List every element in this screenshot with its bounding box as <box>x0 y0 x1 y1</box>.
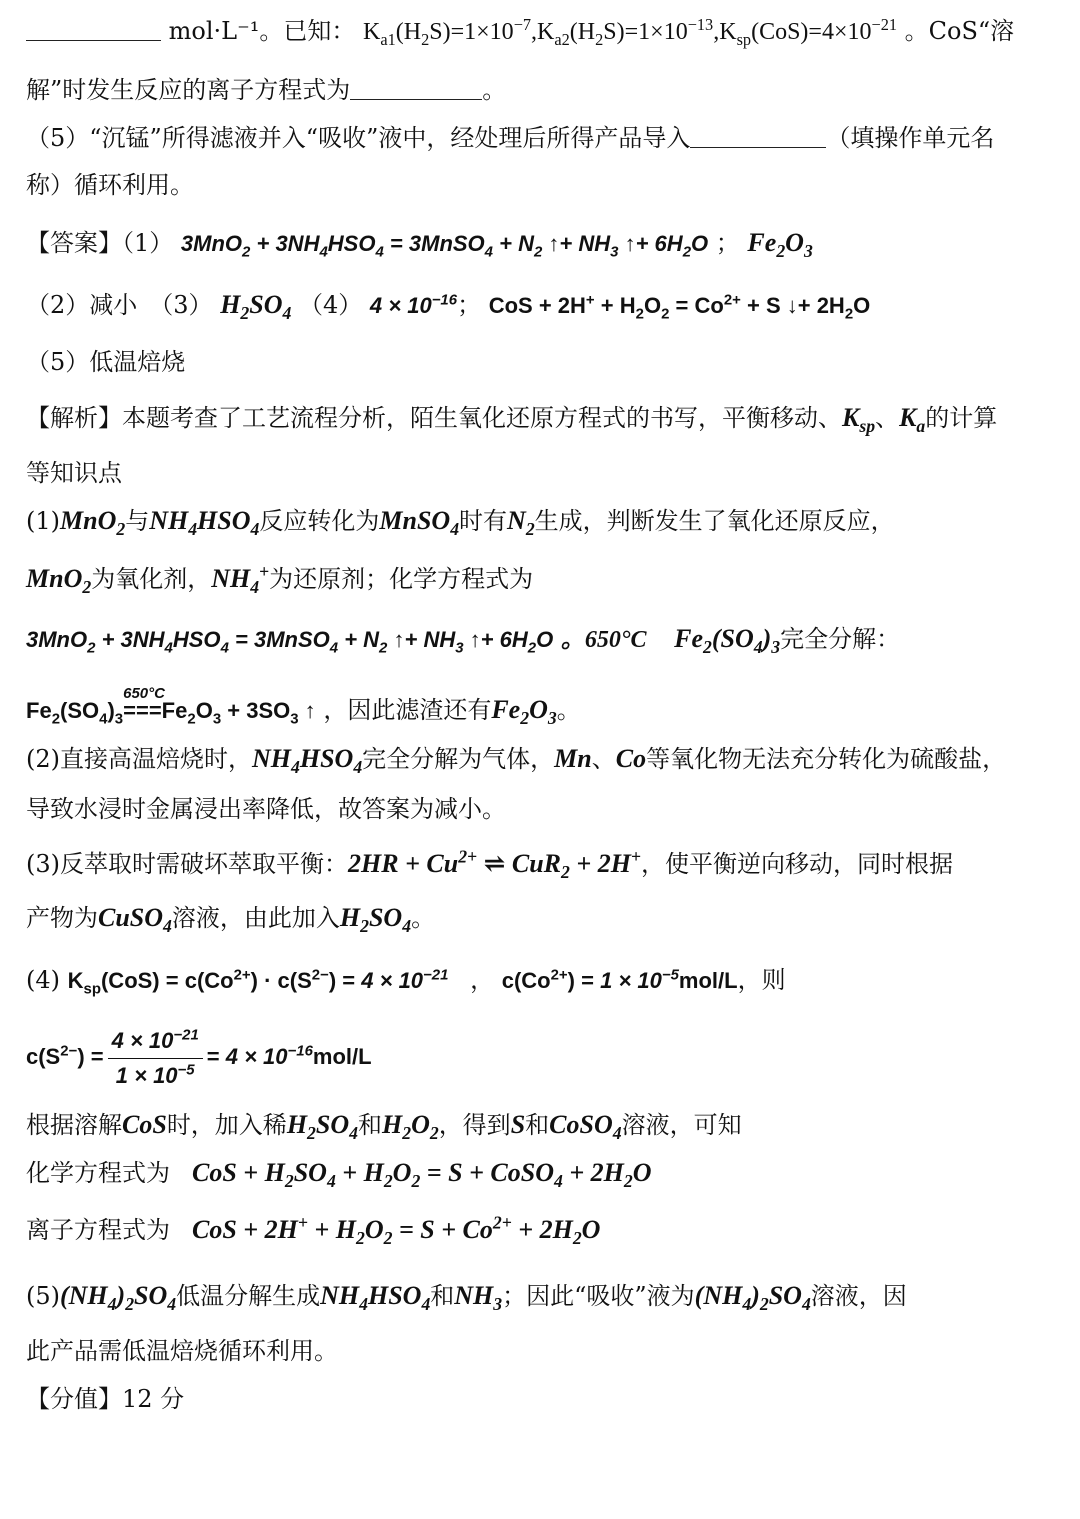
formula-s: S <box>510 1110 526 1139</box>
equation-ksp-cos: $K_{sp}(CoS) = c(Co^{2+}) \cdot c(S^{2-}) = 4 \times 10^{-21}$ <box>67 966 449 998</box>
analysis-p1-line-2: MnO$_2$为氧化剂，$NH_4^+$为还原剂；化学方程式为 <box>26 561 534 598</box>
formula-ka: $K_a$ <box>899 403 926 437</box>
formula-nh4-ion: $NH_4^+$ <box>211 561 270 598</box>
formula-h2so4: $H_2SO_4$ <box>220 290 292 324</box>
answer-blank <box>350 77 482 100</box>
formula-nh4hso4: $NH_4HSO_4$ <box>320 1281 431 1315</box>
formula-fe2so43: $Fe_2(SO_4)_3$ <box>674 624 781 658</box>
answer-blank <box>26 18 161 41</box>
formula-h2o2: $H_2O_2$ <box>381 1110 439 1144</box>
formula-mn: Mn <box>554 744 592 773</box>
question-line-4: 称）循环利用。 <box>26 171 194 199</box>
analysis-p1-line-1: (1)MnO$_2$与$NH_4HSO_4$反应转化为MnSO$_4$时有$N_2$生成，判断发生了氧化还原反应， <box>26 506 895 540</box>
analysis-p2-line-2: 导致水浸时金属浸出率降低，故答案为减小。 <box>26 795 506 823</box>
formula-cuso4: CuSO$_4$ <box>98 903 172 937</box>
answer-line-1: 【答案】（1） $3MnO_2 + 3NH_4HSO_4$ = 3MnSO$_4$ + $N_2$ ↑+ $NH_3$ ↑+ $6H_2O$ ； $Fe_2O_3$ <box>26 228 813 262</box>
analysis-p3-line-1: (3)反萃取时需破坏萃取平衡：$2HR + Cu^{2+}$ ⇌ CuR$_2$ + 2H+，使平衡逆向移动，同时根据 <box>26 846 953 883</box>
analysis-p1-line-3: $3MnO_2 + 3NH_4HSO_4$ = 3MnSO$_4$ + $N_2$ ↑+ $NH_3$ ↑+ $6H_2O$ 。650°C $Fe_2(SO_4)_3$完全分解： <box>26 624 901 658</box>
formula-h2so4: $H_2SO_4$ <box>339 903 412 937</box>
formula-fe2o3: $Fe_2O_3$ <box>747 228 813 262</box>
analysis-p1-line-4: $Fe_2(SO_4)_3$ 650°C $===Fe_2O_3 + 3SO_3$ ↑ ，因此滤渣还有$Fe_2O_3$。 <box>26 685 581 729</box>
analysis-p5-line-2: 此产品需低温焙烧循环利用。 <box>26 1337 338 1365</box>
equation-extraction-equilibrium: $2HR + Cu^{2+}$ ⇌ CuR$_2$ + 2H+ <box>348 846 641 883</box>
equation-cos-molecular: CoS + $H_2SO_4 + H_2O_2 = S$ + CoSO$_4$ + $2H_2O$ <box>192 1158 652 1192</box>
formula-n2: $N_2$ <box>507 506 535 540</box>
analysis-line-2: 等知识点 <box>26 459 122 487</box>
formula-h2so4: $H_2SO_4$ <box>286 1110 358 1144</box>
formula-nh4-2so4: $(NH_4)_2SO_4$ <box>694 1281 811 1315</box>
analysis-p4-line-1: (4) $K_{sp}(CoS) = c(Co^{2+}) \cdot c(S^{2-}) = 4 \times 10^{-21}$ ， $c(Co^{2+}) = 1 \times 10^{-5}mol/L$，则 <box>26 966 786 998</box>
answer-line-3: （5）低温焙烧 <box>26 348 186 376</box>
equation-mno2-nh4hso4: $3MnO_2 + 3NH_4HSO_4$ = 3MnSO$_4$ + $N_2$ ↑+ $NH_3$ ↑+ $6H_2O$ <box>180 231 709 261</box>
formula-co: Co <box>615 744 647 773</box>
equation-cos-dissolve: CoS + $2H^+ + H_2O_2 = Co^{2+} + S$ ↓+ $2H_2O$ <box>488 291 871 323</box>
ka-ksp-values: $K_{a1}(H_2S)=1\times 10^{-7},K_{a2}(H_2S)=1\times 10^{-13},K_{sp}(CoS)=4\times 10^{-21}$ <box>363 15 898 49</box>
formula-nh4-2so4: $(NH_4)_2SO_4$ <box>60 1281 177 1315</box>
equation-c-s2: $c(S^{2-})$ = $\frac{4 \times 10^{-21}}{1 \times 10^{-5}}$ = $4 \times 10^{-16}mol/L$ <box>26 1026 372 1088</box>
analysis-p3-line-2: 产物为CuSO$_4$溶液，由此加入$H_2SO_4$。 <box>26 903 436 937</box>
formula-mno2: MnO$_2$ <box>26 564 92 598</box>
analysis-p4-line-4: 化学方程式为 CoS + $H_2SO_4 + H_2O_2 = S$ + CoSO$_4$ + $2H_2O$ <box>26 1158 652 1192</box>
equation-mno2-nh4hso4: $3MnO_2 + 3NH_4HSO_4$ = 3MnSO$_4$ + $N_2$ ↑+ $NH_3$ ↑+ $6H_2O$ <box>26 627 554 657</box>
formula-nh4hso4: $NH_4HSO_4$ <box>252 744 363 778</box>
formula-ksp: $K_{sp}$ <box>842 403 876 437</box>
question-line-1: mol·L⁻¹。已知： $K_{a1}(H_2S)=1\times 10^{-7},K_{a2}(H_2S)=1\times 10^{-13},K_{sp}(CoS)=4\times 10^{-21}$ 。CoS“溶 <box>26 14 1050 49</box>
answer-line-2: （2）减小 （3） $H_2SO_4$ （4） $4 \times 10^{-16}$； CoS + $2H^+ + H_2O_2 = Co^{2+} + S$ ↓+ $2H_2O$ <box>26 290 871 324</box>
formula-mno2: MnO$_2$ <box>60 506 126 540</box>
value-4e-16: $4 \times 10^{-16}$ <box>369 291 458 318</box>
analysis-p4-line-5: 离子方程式为 CoS + $2H^+ + H_2O_2 = S + Co^{2+} + 2H_2O$ <box>26 1212 601 1249</box>
question-line-3: （5）“沉锰”所得滤液并入“吸收”液中，经处理后所得产品导入 （填操作单元名 <box>26 124 995 152</box>
analysis-line-1: 【解析】本题考查了工艺流程分析，陌生氧化还原方程式的书写，平衡移动、$K_{sp}$、$K_a$的计算 <box>26 403 998 437</box>
score-line: 【分值】12 分 <box>26 1385 185 1413</box>
formula-cos: CoS <box>122 1110 167 1139</box>
equation-fe2so43-decompose: $Fe_2(SO_4)_3$ 650°C $===Fe_2O_3 + 3SO_3$ ↑ <box>26 685 316 728</box>
formula-fe2o3: $Fe_2O_3$ <box>491 695 557 729</box>
question-line-2: 解”时发生反应的离子方程式为 。 <box>26 76 507 104</box>
analysis-p2-line-1: (2)直接高温焙烧时，$NH_4HSO_4$完全分解为气体，Mn、Co等氧化物无法充分转化为硫酸盐， <box>26 744 1007 778</box>
answer-blank <box>690 125 826 148</box>
formula-mnso4: MnSO$_4$ <box>379 506 460 540</box>
equation-c-co: $c(Co^{2+}) = 1 \times 10^{-5}mol/L$ <box>501 966 738 993</box>
analysis-p5-line-1: $(5)(NH_4)_2SO_4$低温分解生成$NH_4HSO_4$和$NH_3$；因此“吸收”液为$(NH_4)_2SO_4$溶液，因 <box>26 1281 907 1315</box>
analysis-p4-line-3: 根据溶解CoS时，加入稀$H_2SO_4$和$H_2O_2$，得到S和CoSO$_4$溶液，可知 <box>26 1110 742 1144</box>
analysis-p4-line-2 <box>26 1024 1050 1091</box>
formula-nh4hso4: $NH_4HSO_4$ <box>149 506 260 540</box>
equation-cos-ionic: CoS + $2H^+ + H_2O_2 = S + Co^{2+} + 2H_2O$ <box>192 1212 601 1249</box>
formula-nh3: $NH_3$ <box>454 1281 503 1315</box>
formula-coso4: CoSO$_4$ <box>549 1110 622 1144</box>
